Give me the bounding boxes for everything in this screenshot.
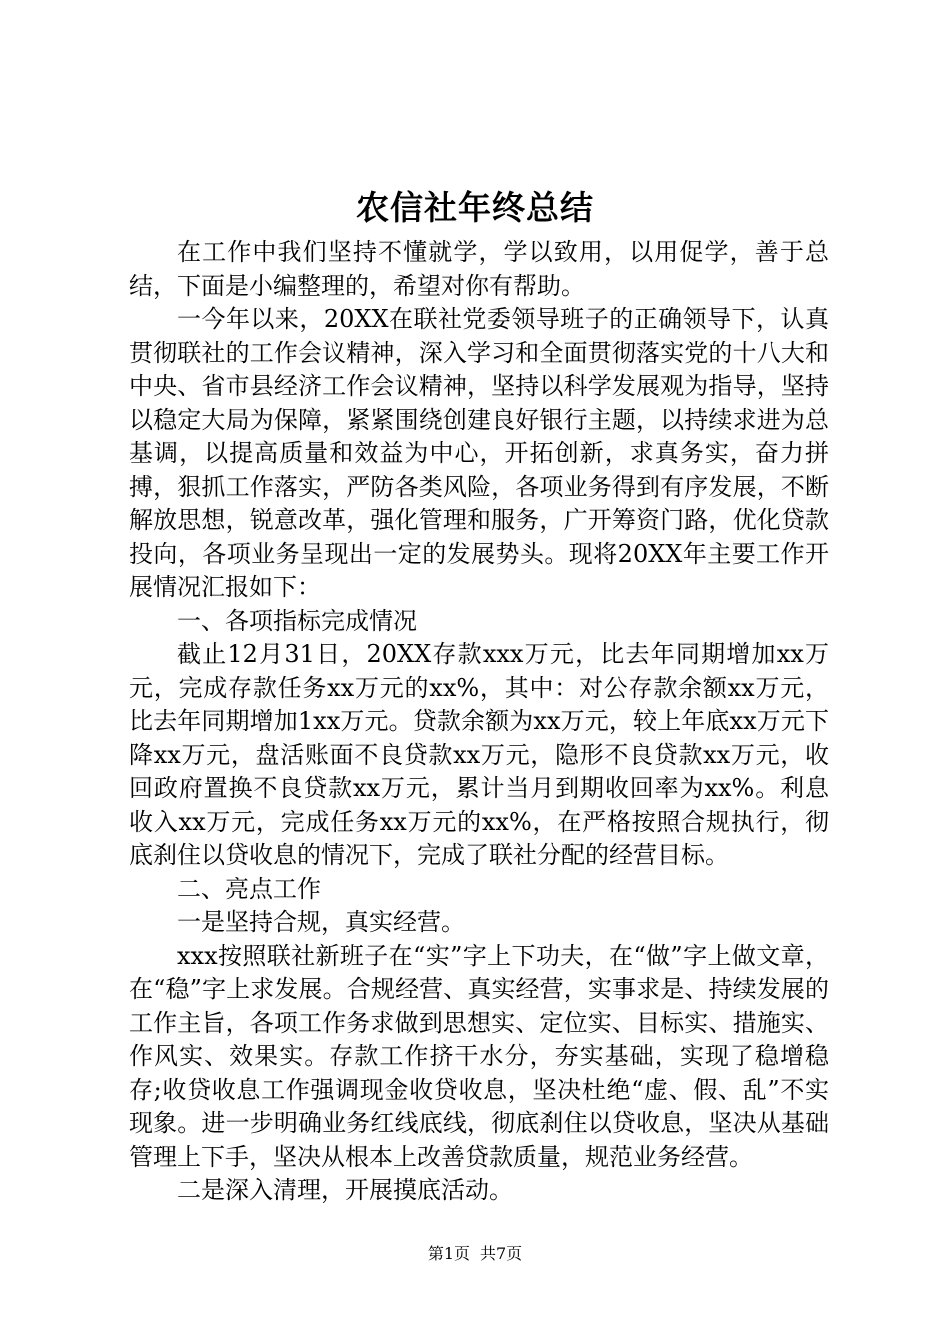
subheading-cleanup: 二是深入清理，开展摸底活动。 xyxy=(177,1176,513,1204)
section-heading-indicators: 一、各项指标完成情况 xyxy=(177,606,417,635)
document-title: 农信社年终总结 xyxy=(356,188,594,227)
paragraph-indicators: 截止12月31日，20XX存款xxx万元，比去年同期增加xx万元，完成存款任务xx万元的xx%，其中：对公存款余额xx万元，比去年同期增加1xx万元。贷款余额为xx万元，较上年底xx万元下降xx万元，盘活账面不良贷款xx万元，隐形不良贷款xx万元，收回政府置换不良贷款xx万元，累计当月到期收回率为xx%。利息收入xx万元，完成任务xx万元的xx%，在严格按照合规执行，彻底刹住以贷收息的情况下，完成了联社分配的经营目标。 xyxy=(129,640,829,869)
page-number-total: 共7页 xyxy=(480,1244,523,1263)
section-heading-highlights: 二、亮点工作 xyxy=(177,874,321,903)
paragraph-overview: 一今年以来，20XX在联社党委领导班子的正确领导下，认真贯彻联社的工作会议精神，深入学习和全面贯彻落实党的十八大和中央、省市县经济工作会议精神，坚持以科学发展观为指导，坚持以稳定大局为保障，紧紧围绕创建良好银行主题，以持续求进为总基调，以提高质量和效益为中心，开拓创新，求真务实，奋力拼搏，狠抓工作落实，严防各类风险，各项业务得到有序发展，不断解放思想，锐意改革，强化管理和服务，广开筹资门路，优化贷款投向，各项业务呈现出一定的发展势头。现将20XX年主要工作开展情况汇报如下： xyxy=(129,305,829,601)
paragraph-compliance: xxx按照联社新班子在“实”字上下功夫，在“做”字上做文章，在“稳”字上求发展。合规经营、真实经营，实事求是、持续发展的工作主旨，各项工作务求做到思想实、定位实、目标实、措施实、作风实、效果实。存款工作挤干水分，夯实基础，实现了稳增稳存;收贷收息工作强调现金收贷收息，坚决杜绝“虚、假、乱”不实现象。进一步明确业务红线底线，彻底刹住以贷收息，坚决从基础管理上下手，坚决从根本上改善贷款质量，规范业务经营。 xyxy=(129,941,829,1171)
page-number-current: 第1页 xyxy=(427,1244,470,1263)
document-body xyxy=(129,236,829,1208)
paragraph-intro: 在工作中我们坚持不懂就学，学以致用，以用促学，善于总结，下面是小编整理的，希望对你有帮助。 xyxy=(129,238,829,300)
page-footer xyxy=(0,1242,950,1266)
subheading-compliance: 一是坚持合规，真实经营。 xyxy=(177,908,465,936)
